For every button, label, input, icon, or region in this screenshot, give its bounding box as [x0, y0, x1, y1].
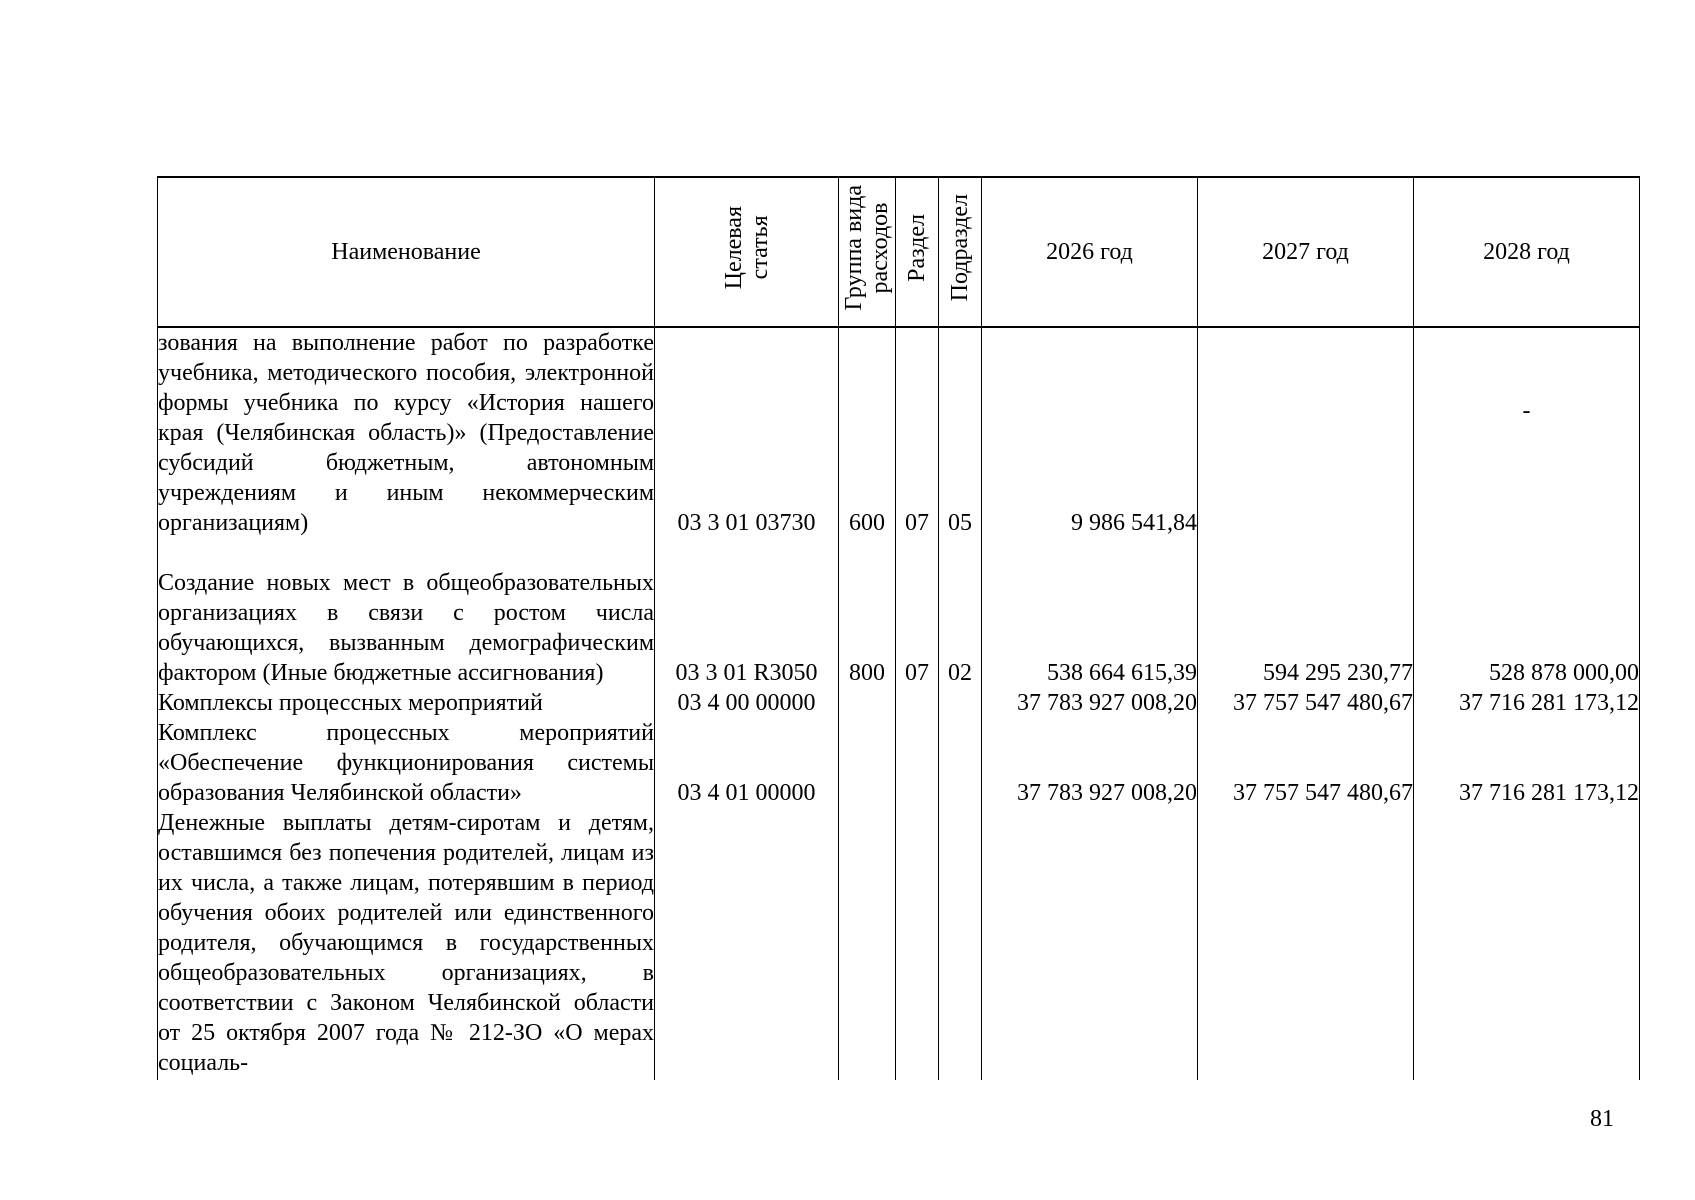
row-year-2028: -	[1414, 327, 1640, 538]
row-section	[896, 718, 939, 808]
row-year-2028: 37 716 281 173,12	[1414, 718, 1640, 808]
row-target-article: 03 3 01 03730	[655, 327, 839, 538]
row-target-article	[655, 808, 839, 1080]
row-year-2026: 37 783 927 008,20	[982, 688, 1198, 718]
row-year-2028: 528 878 000,00	[1414, 538, 1640, 688]
row-year-2026	[982, 808, 1198, 1080]
row-section	[896, 688, 939, 718]
row-year-2027: 594 295 230,77	[1198, 538, 1414, 688]
table-row	[158, 718, 1640, 808]
header-year-2026: 2026 год	[982, 177, 1198, 327]
page-number: 81	[1590, 1106, 1614, 1132]
row-year-2028: 37 716 281 173,12	[1414, 688, 1640, 718]
row-subsection	[939, 688, 982, 718]
header-target-article: Целевая статья	[655, 177, 839, 327]
row-name: зования на выполнение работ по разработке учебника, методического пособия, электронной формы учебника по курсу «История нашего края (Челябинская область)» (Предоставление субсидий бюджетным, автономным учреждениям и иным некоммерческим организациям)	[158, 327, 655, 538]
row-year-2026: 9 986 541,84	[982, 327, 1198, 538]
row-target-article: 03 3 01 R3050	[655, 538, 839, 688]
table-row	[158, 538, 1640, 688]
row-name: Денежные выплаты детям-сиротам и детям, оставшимся без попечения родителей, лицам из их числа, а также лицам, потерявшим в период обучения обоих родителей или единственного родителя, обучающимся в государственных общеобразовательных организациях, в соответствии с Законом Челябинской области от 25 октября 2007 года № 212-ЗО «О мерах социаль-	[158, 808, 655, 1080]
table-header-row	[158, 177, 1640, 327]
header-year-2027: 2027 год	[1198, 177, 1414, 327]
table-row	[158, 688, 1640, 718]
row-expense-group	[839, 688, 896, 718]
row-subsection	[939, 718, 982, 808]
row-target-article: 03 4 00 00000	[655, 688, 839, 718]
header-year-2028: 2028 год	[1414, 177, 1640, 327]
row-name: Комплексы процессных мероприятий	[158, 688, 655, 718]
row-year-2026: 538 664 615,39	[982, 538, 1198, 688]
row-section	[896, 808, 939, 1080]
budget-table	[157, 176, 1640, 1080]
row-section: 07	[896, 327, 939, 538]
row-target-article: 03 4 01 00000	[655, 718, 839, 808]
row-year-2027: 37 757 547 480,67	[1198, 688, 1414, 718]
row-section: 07	[896, 538, 939, 688]
row-name: Создание новых мест в общеобразовательных организациях в связи с ростом числа обучающихся, вызванным демографическим фактором (Иные бюджетные ассигнования)	[158, 538, 655, 688]
header-expense-group: Группа вида расходов	[839, 177, 896, 327]
row-expense-group	[839, 808, 896, 1080]
header-section: Раздел	[896, 177, 939, 327]
row-year-2027	[1198, 327, 1414, 538]
row-subsection: 02	[939, 538, 982, 688]
row-name: Комплекс процессных мероприятий «Обеспечение функционирования системы образования Челябинской области»	[158, 720, 654, 806]
row-subsection: 05	[939, 327, 982, 538]
row-expense-group: 600	[839, 327, 896, 538]
row-year-2028	[1414, 808, 1640, 1080]
table-row	[158, 327, 1640, 538]
header-subsection: Подраздел	[939, 177, 982, 327]
row-subsection	[939, 808, 982, 1080]
row-expense-group: 800	[839, 538, 896, 688]
header-name: Наименование	[158, 177, 655, 327]
row-year-2026: 37 783 927 008,20	[982, 718, 1198, 808]
table-row	[158, 808, 1640, 1080]
row-year-2027: 37 757 547 480,67	[1198, 718, 1414, 808]
row-year-2027	[1198, 808, 1414, 1080]
row-expense-group	[839, 718, 896, 808]
